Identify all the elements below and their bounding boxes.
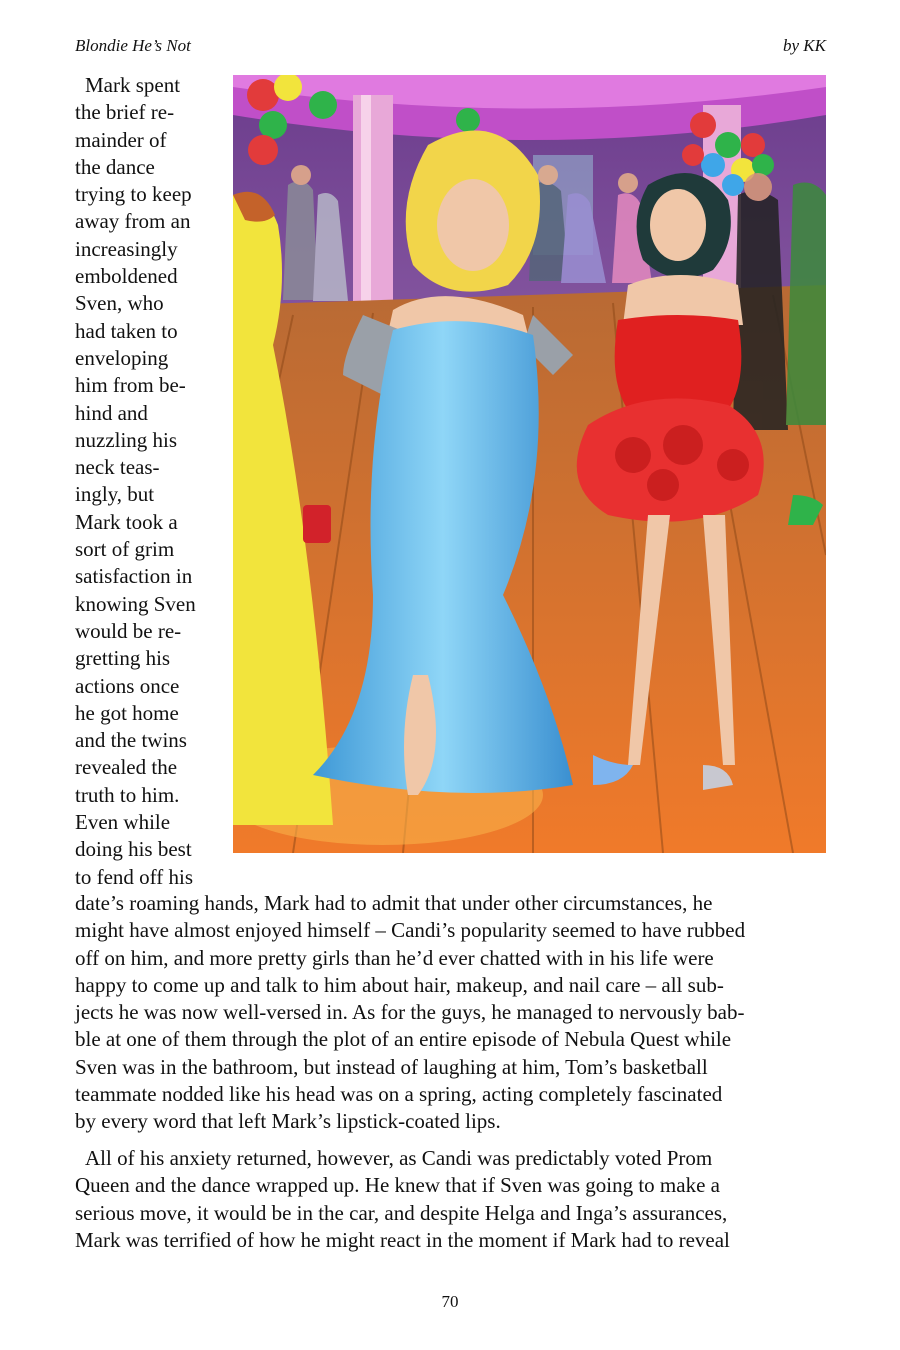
text-line: sort of grim [75, 537, 175, 562]
text-line: jects he was now well-versed in. As for the guys, he managed to nervously bab- [75, 1000, 745, 1025]
text-line: satisfaction in [75, 564, 193, 589]
text-line: Sven was in the bathroom, but instead of laughing at him, Tom’s basketball [75, 1054, 708, 1079]
text-line: Queen and the dance wrapped up. He knew that if Sven was going to make a [75, 1173, 720, 1198]
running-header-author: by KK [783, 36, 826, 55]
text-line: date’s roaming hands, Mark had to admit that under other circumstances, he [75, 891, 713, 915]
text-line: happy to come up and talk to him about hair, makeup, and nail care – all sub- [75, 972, 724, 997]
text-line: and the twins [75, 728, 187, 753]
text-line: to fend off his [75, 864, 194, 889]
paragraph-2 [75, 1145, 827, 1254]
text-line: knowing Sven [75, 591, 196, 616]
text-line: truth to him. [75, 782, 180, 807]
text-line: would be re- [75, 618, 182, 643]
text-line: neck teas- [75, 455, 160, 480]
text-line: Mark took a [75, 509, 178, 534]
text-line: nuzzling his [75, 427, 178, 452]
text-line: enveloping [75, 345, 169, 370]
text-line: off on him, and more pretty girls than he’d ever chatted with in his life were [75, 945, 714, 970]
text-line: the dance [75, 154, 155, 179]
text-line: emboldened [75, 264, 178, 289]
running-header-title: Blondie He’s Not [75, 36, 191, 55]
text-line: Even while [75, 810, 171, 835]
text-line: All of his anxiety returned, however, as Candi was predictably voted Prom [85, 1146, 713, 1170]
text-line: Sven, who [75, 291, 164, 316]
text-line: he got home [75, 700, 179, 725]
paragraph-1-narrow-column [75, 72, 225, 891]
text-line: teammate nodded like his head was on a spring, acting completely fascinated [75, 1082, 723, 1107]
text-line: actions once [75, 673, 180, 698]
text-line: him from be- [75, 373, 186, 398]
text-line: ingly, but [75, 482, 155, 507]
text-line: mainder of [75, 127, 167, 152]
text-line: Mark was terrified of how he might react in the moment if Mark had to reveal [75, 1227, 730, 1252]
text-line: ble at one of them through the plot of an entire episode of Nebula Quest while [75, 1027, 732, 1052]
text-line: the brief re- [75, 100, 175, 125]
page-number: 70 [441, 1292, 459, 1311]
text-line: trying to keep [75, 182, 192, 207]
text-line: Mark spent [85, 73, 181, 97]
text-line: might have almost enjoyed himself – Candi’s popularity seemed to have rubbed [75, 918, 746, 943]
paragraph-1-wide-continuation [75, 890, 827, 1136]
text-line: away from an [75, 209, 191, 234]
text-line: hind and [75, 400, 148, 425]
prom-dance-illustration [233, 75, 826, 853]
text-line: had taken to [75, 318, 178, 343]
text-line: by every word that left Mark’s lipstick-coated lips. [75, 1109, 501, 1134]
text-line: gretting his [75, 646, 171, 671]
text-line: doing his best [75, 837, 192, 862]
text-line: increasingly [75, 236, 178, 261]
text-line: serious move, it would be in the car, and despite Helga and Inga’s assurances, [75, 1200, 728, 1225]
text-line: revealed the [75, 755, 178, 780]
